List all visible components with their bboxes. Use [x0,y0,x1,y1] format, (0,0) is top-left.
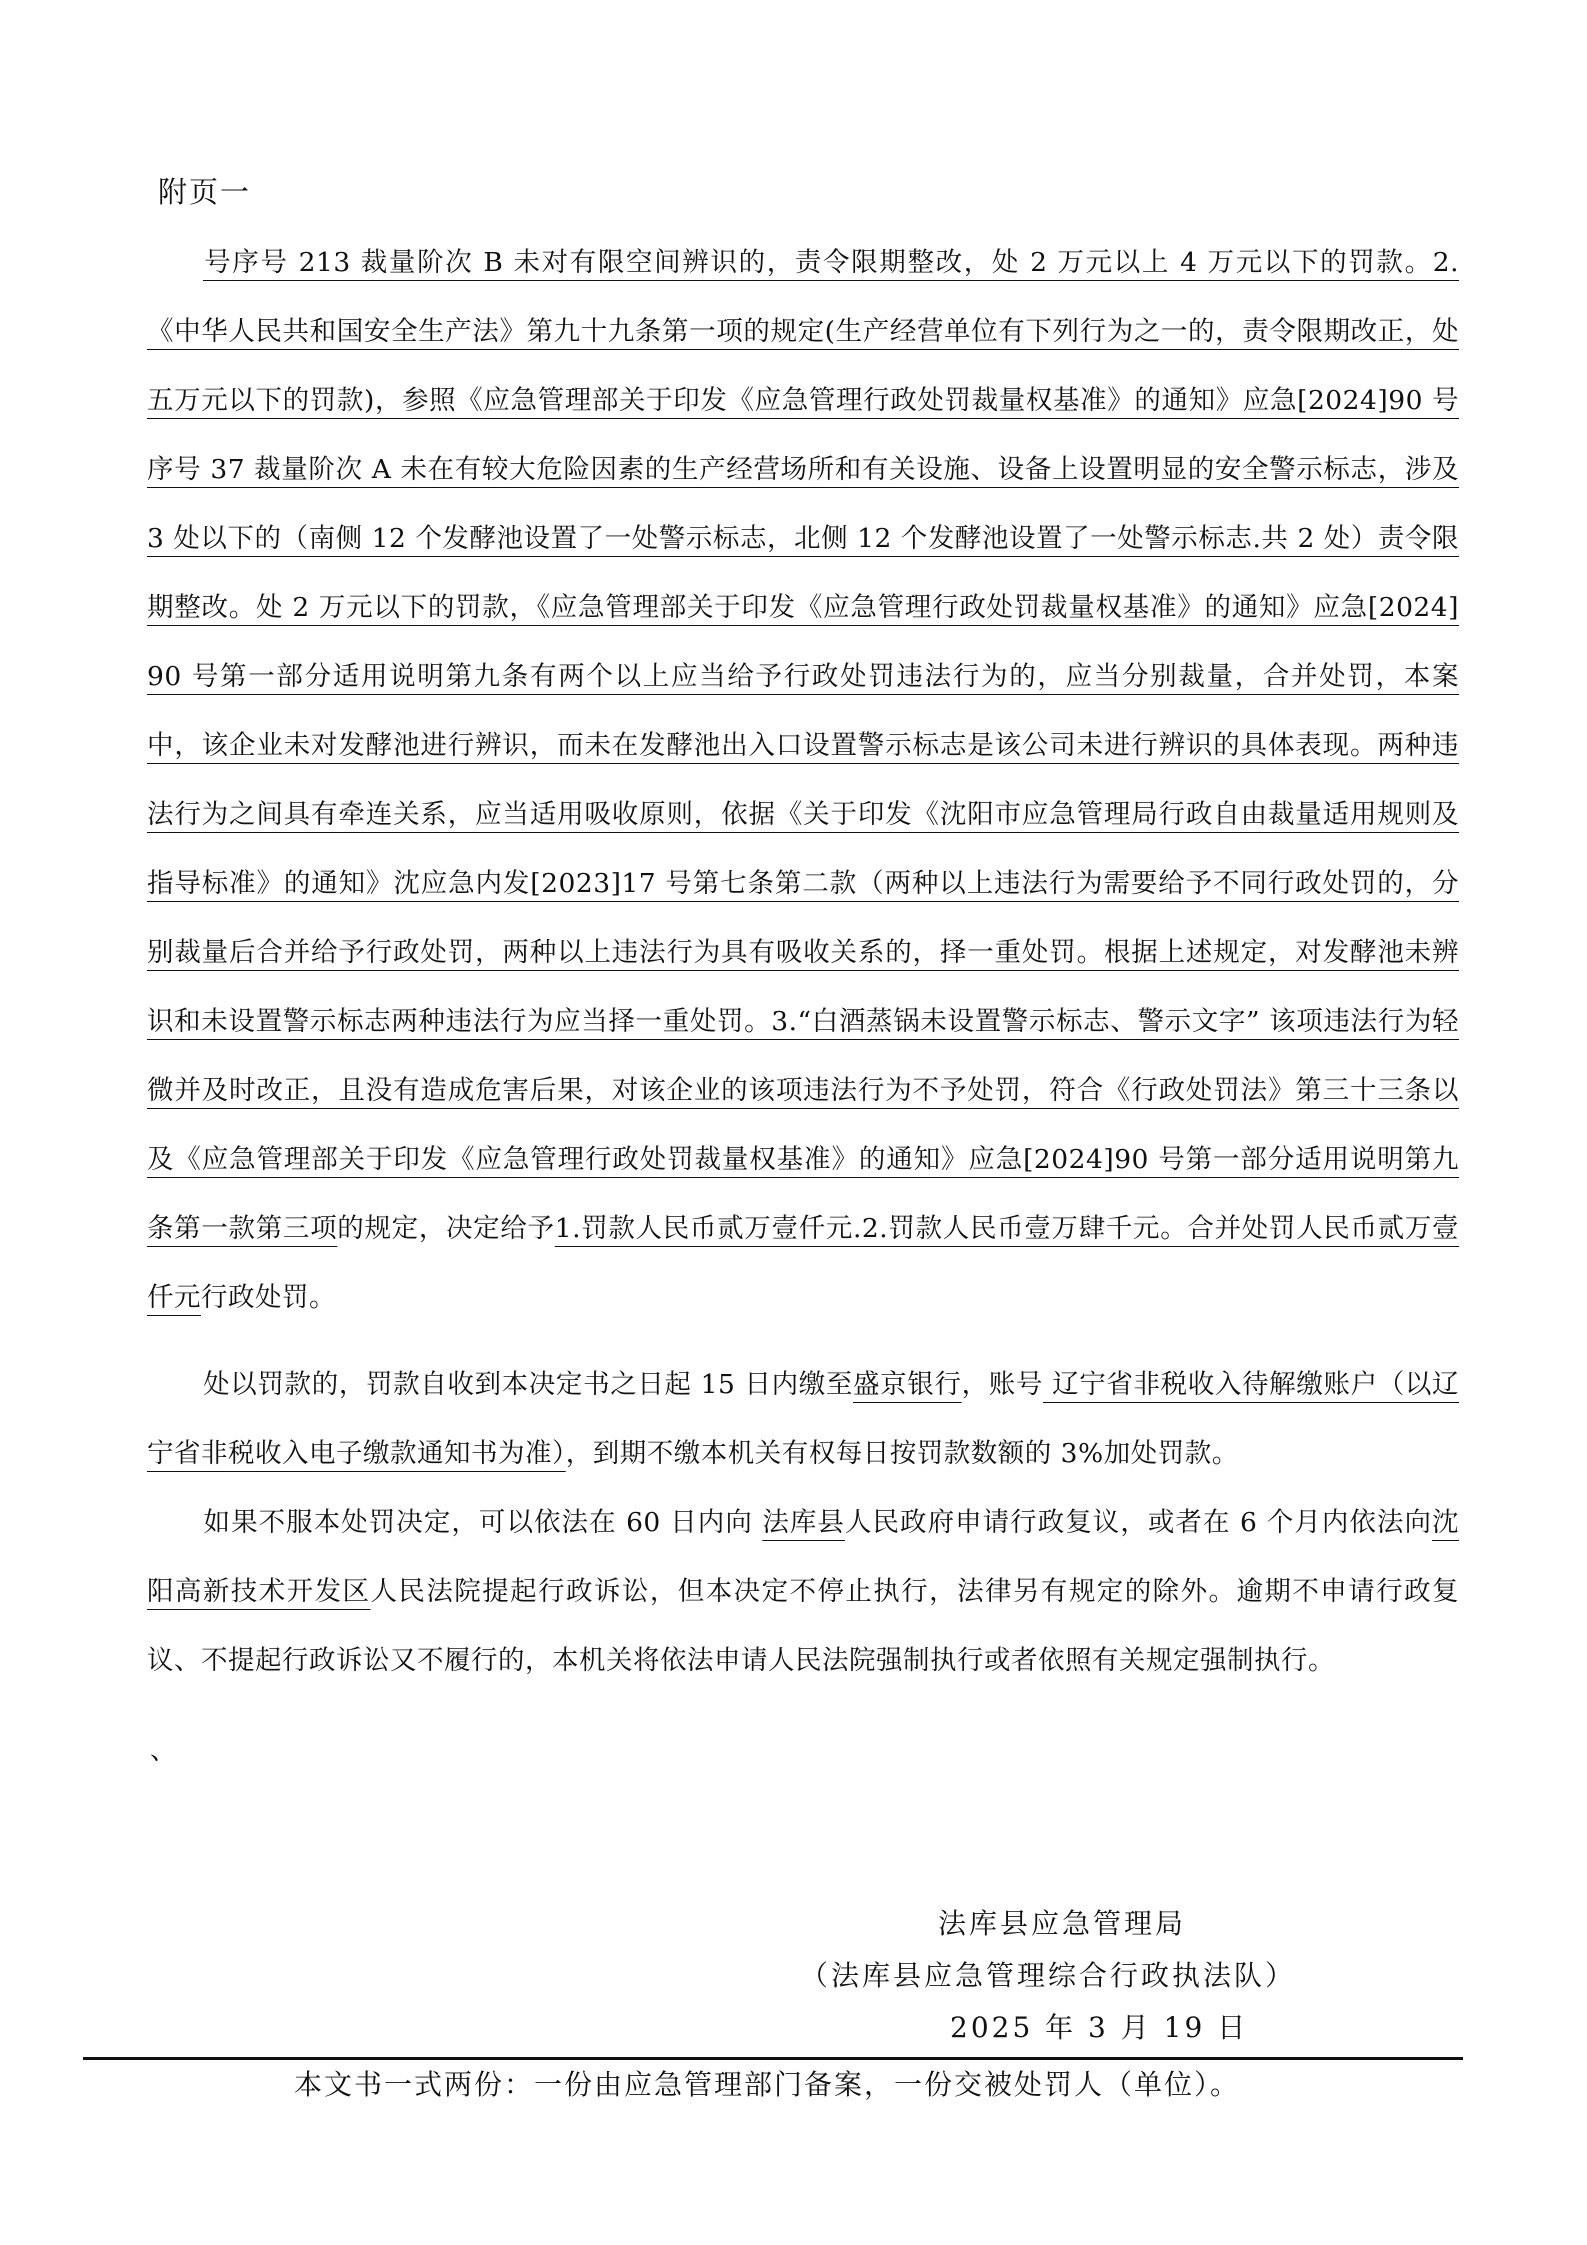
stray-mark: 、 [150,1736,177,1766]
footer-note: 本文书一式两份：一份由应急管理部门备案，一份交被处罚人（单位）。 [294,2068,1241,2101]
attachment-title: 附页一 [158,175,252,209]
signature-organization: 法库县应急管理局 [938,1907,1187,1940]
late-fee-text: ，到期不缴本机关有权每日按罚款数额的 3%加处罚款。 [565,1438,1239,1469]
bank-name: 盛京银行 [853,1369,962,1400]
penalty-amount-text: 1.罚款人民币贰万壹仟元.2.罚款人民币壹万肆千元。合并处罚人民币贰万壹仟元 [147,1213,1460,1313]
appeal-middle-text: 人民政府申请行政复议，或者在 6 个月内依法向 [844,1507,1432,1538]
signature-sub-organization: （法库县应急管理综合行政执法队） [800,1959,1297,1992]
appeal-paragraph [147,1488,1459,1695]
footer-divider [83,2057,1463,2060]
penalty-type-text: 行政处罚。 [201,1282,336,1313]
payment-deadline-text: 处以罚款的，罚款自收到本决定书之日起 15 日内缴至 [203,1369,854,1400]
penalty-basis-text: 号序号 213 裁量阶次 B 未对有限空间辨识的，责令限期整改，处 2 万元以上 4 万元以下的罚款。2.《中华人民共和国安全生产法》第九十九条第一项的规定(生产经营单位有下列行为之一的，责令限期改正，处五万元以下的罚款)，参照《应急管理部关于印发《应急管理行政处罚裁量权基准》的通知》应急[2024]90 号序号 37 裁量阶次 A 未在有较大危险因素的生产经营场所和有关设施、设备上设置明显的安全警示标志，涉及 3 处以下的（南侧 12 个发酵池设置了一处警示标志，北侧 12 个发酵池设置了一处警示标志.共 2 处）责令限期整改。处 2 万元以下的罚款，《应急管理部关于印发《应急管理行政处罚裁量权基准》的通知》应急[2024] 90 号第一部分适用说明第九条有两个以上应当给予行政处罚违法行为的，应当分别裁量，合并处罚，本案中，该企业未对发酵池进行辨识，而未在发酵池出入口设置警示标志是该公司未进行辨识的具体表现。两种违法行为之间具有牵连关系，应当适用吸收原则，依据《关于印发《沈阳市应急管理局行政自由裁量适用规则及指导标准》的通知》沈应急内发[2023]17 号第七条第二款（两种以上违法行为需要给予不同行政处罚的，分别裁量后合并给予行政处罚，两种以上违法行为具有吸收关系的，择一重处罚。根据上述规定，对发酵池未辨识和未设置警示标志两种违法行为应当择一重处罚。3.“白酒蒸锅未设置警示标志、警示文字” 该项违法行为轻微并及时改正，且没有造成危害后果，对该企业的该项违法行为不予处罚，符合《行政处罚法》第三十三条以及《应急管理部关于印发《应急管理行政处罚裁量权基准》的通知》应急[2024]90 号第一部分适用说明第九条第一款第三项 [147,247,1459,1244]
appeal-intro-text: 如果不服本处罚决定，可以依法在 60 日内向 [203,1507,763,1538]
decision-connector-text: 的规定，决定给予 [337,1213,555,1244]
payment-paragraph [147,1350,1459,1488]
account-name: 辽宁省非税收入待解缴账户（以辽宁省非税收入电子缴款通知书为准） [147,1369,1460,1469]
appeal-rest-text: 人民法院提起行政诉讼，但本决定不停止执行，法律另有规定的除外。逾期不申请行政复议、不提起行政诉讼又不履行的，本机关将依法申请人民法院强制执行或者依照有关规定强制执行。 [147,1576,1460,1676]
account-label: ，账号 [961,1369,1044,1400]
penalty-basis-paragraph [147,228,1459,1332]
court-name: 沈阳高新技术开发区 [147,1507,1459,1607]
signature-date: 2025 年 3 月 19 日 [950,2011,1249,2044]
review-government-name: 法库县 [762,1507,845,1538]
